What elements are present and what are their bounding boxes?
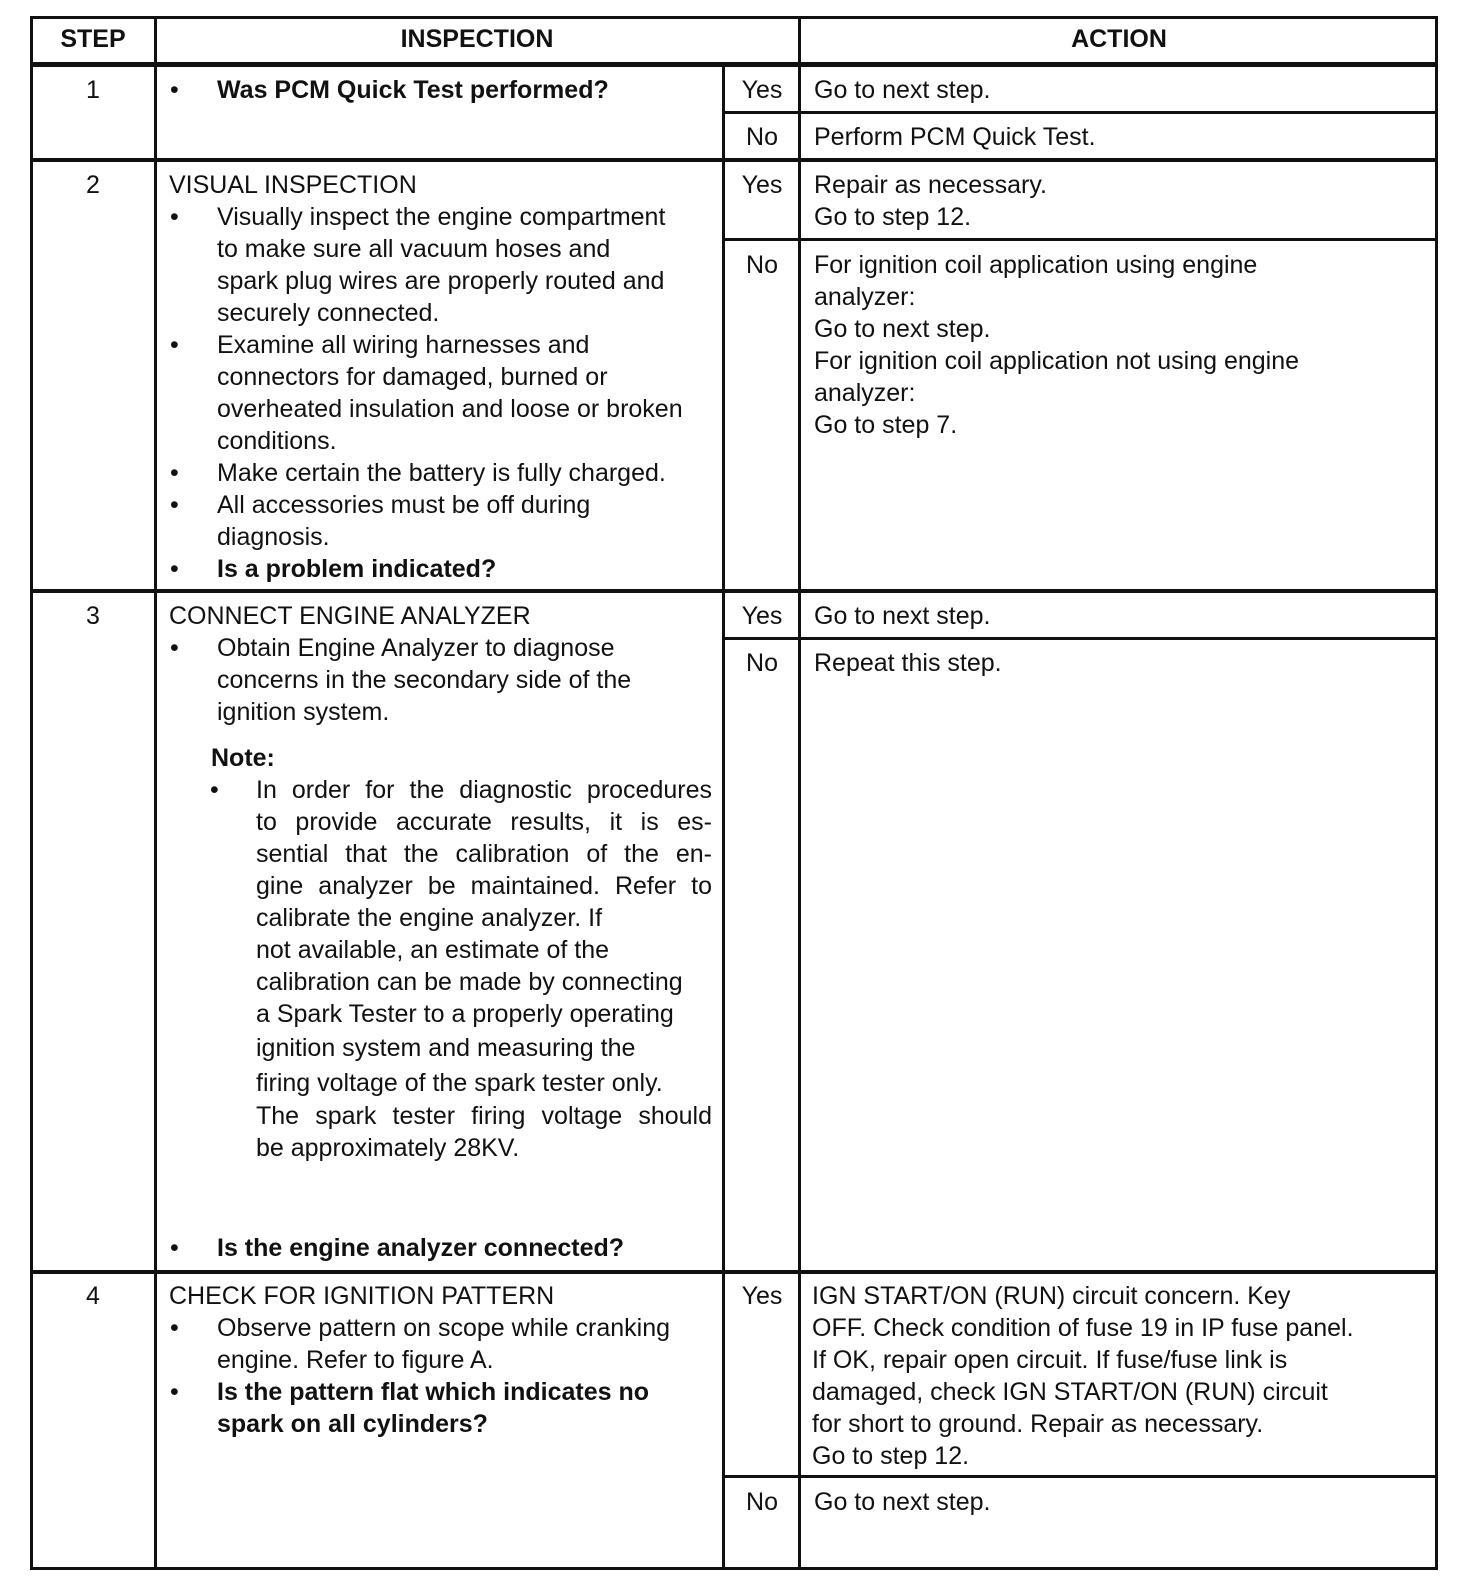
no-action: For ignition coil application using engine analyzer: Go to next step. For ignition coil application not using engine analyzer: Go to step 7.: [814, 251, 1300, 439]
yes-label: Yes: [741, 171, 783, 199]
bullet-icon: •: [170, 491, 179, 519]
bullet-icon: •: [170, 76, 179, 104]
yes-action: Go to next step.: [814, 76, 991, 104]
bullet-icon: •: [170, 1314, 179, 1342]
no-action: Perform PCM Quick Test.: [814, 123, 1096, 151]
step-title: VISUAL INSPECTION: [169, 171, 417, 199]
note-text: In order for the diagnostic procedures to provide accurate results, it is es- sential that the calibration of the en- gine analyzer be maintained. Refer to calibrate the engine analyzer. If not available, an estimate of the calibration can be made by connecting a Spark Tester to a properly operating ignition system and measuring the firing voltage of the spark tester only. The spark tester firing voltage should be approximately 28KV.: [256, 776, 712, 1162]
step-number: 4: [86, 1282, 100, 1310]
yes-action: Go to next step.: [814, 602, 991, 630]
bullet-icon: •: [170, 1378, 179, 1406]
yes-label: Yes: [741, 1282, 783, 1310]
diagnostic-table: [30, 16, 1442, 1570]
header-inspection: INSPECTION: [400, 25, 554, 53]
header-action: ACTION: [1071, 25, 1167, 53]
bullet-icon: •: [210, 776, 219, 804]
no-label: No: [746, 1488, 778, 1516]
yes-label: Yes: [741, 76, 783, 104]
yes-action: IGN START/ON (RUN) circuit concern. Key OFF. Check condition of fuse 19 in IP fuse panel. If OK, repair open circuit. If fuse/fuse link is damaged, check IGN START/ON (RUN) circuit for short to ground. Repair as necessary. Go to step 12.: [812, 1282, 1354, 1470]
rule-header-bottom: [30, 62, 1438, 67]
step-number: 3: [86, 602, 100, 630]
rule-step2-split: [722, 238, 1438, 241]
bullet-text: Observe pattern on scope while cranking engine. Refer to figure A.: [217, 1314, 671, 1374]
bullet-icon: •: [170, 331, 179, 359]
yes-label: Yes: [741, 602, 783, 630]
bullet-icon: •: [170, 203, 179, 231]
step-number: 1: [86, 76, 100, 104]
bullet-icon: •: [170, 555, 179, 583]
no-label: No: [746, 123, 778, 151]
no-action: Go to next step.: [814, 1488, 991, 1516]
rule-step4-split: [722, 1475, 1438, 1478]
bullet-text: Make certain the battery is fully charged.: [217, 459, 666, 487]
step-title: CHECK FOR IGNITION PATTERN: [169, 1282, 555, 1310]
rule-step-col: [154, 16, 157, 1570]
step-question: Is the engine analyzer connected?: [217, 1234, 625, 1262]
rule-step1-split: [722, 111, 1438, 114]
rule-yesno-left: [722, 66, 725, 1570]
step-number: 2: [86, 171, 100, 199]
bullet-text: Examine all wiring harnesses and connectors for damaged, burned or overheated insulation and loose or broken conditions.: [217, 331, 683, 455]
bullet-text: All accessories must be off during diagnosis.: [217, 491, 591, 551]
bullet-icon: •: [170, 1234, 179, 1262]
no-label: No: [746, 649, 778, 677]
bullet-text: Obtain Engine Analyzer to diagnose concerns in the secondary side of the ignition system.: [217, 634, 632, 726]
rule-step1-bottom: [30, 158, 1438, 162]
rule-step2-bottom: [30, 589, 1438, 593]
rule-step3-bottom: [30, 1270, 1438, 1274]
no-action: Repeat this step.: [814, 649, 1002, 677]
step-title: CONNECT ENGINE ANALYZER: [169, 602, 531, 630]
bullet-text: Visually inspect the engine compartment to make sure all vacuum hoses and spark plug wires are properly routed and securely connected.: [217, 203, 666, 327]
bullet-icon: •: [170, 634, 179, 662]
yes-action: Repair as necessary. Go to step 12.: [814, 171, 1047, 231]
no-label: No: [746, 251, 778, 279]
step-question: Was PCM Quick Test performed?: [217, 76, 609, 104]
step-question: Is the pattern flat which indicates no spark on all cylinders?: [217, 1378, 650, 1438]
step-question: Is a problem indicated?: [217, 555, 497, 583]
header-step: STEP: [60, 25, 126, 53]
bullet-icon: •: [170, 459, 179, 487]
note-label: Note:: [211, 744, 275, 772]
rule-step3-split: [722, 637, 1438, 640]
